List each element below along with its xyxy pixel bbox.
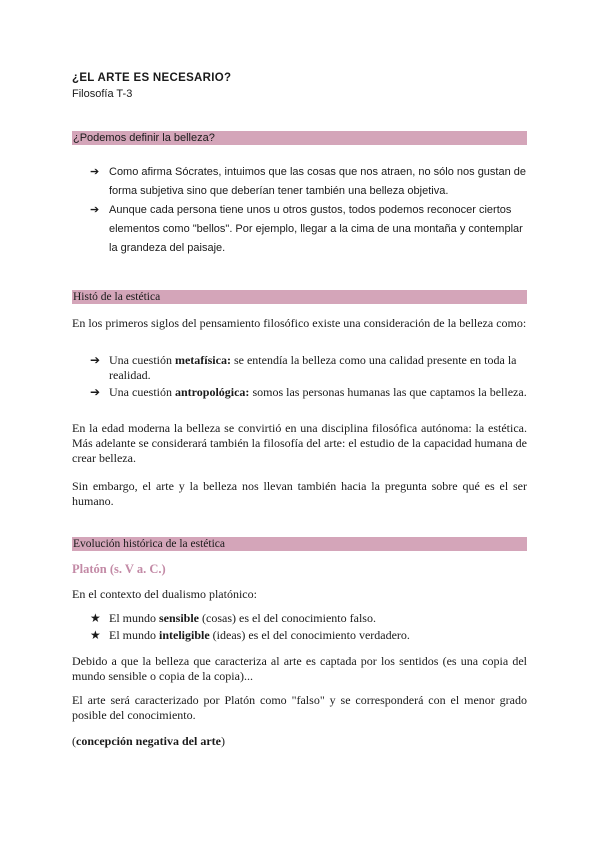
star-icon: ★ (90, 628, 101, 642)
list-item-lead: El mundo (109, 628, 159, 642)
list-item-bold: antropológica: (174, 385, 250, 399)
document-subtitle: Filosofía T-3 (72, 88, 133, 100)
section1-bullet-list (72, 163, 527, 258)
list-item-lead: Una cuestión (109, 385, 175, 399)
list-item (72, 385, 527, 400)
list-item-text: Aunque cada persona tiene unos u otros gustos, todos podemos reconocer ciertos elementos como "bellos". Por ejemplo, llegar a la cima de una montaña y contemplar la grandeza del paisaje. (109, 204, 523, 254)
list-item-text: Como afirma Sócrates, intuimos que las cosas que nos atraen, no sólo nos gustan de forma subjetiva sino que deberían tener también una belleza objetiva. (109, 166, 527, 197)
list-item (72, 353, 527, 383)
section3-paragraph-2: El arte será caracterizado por Platón como "falso" y se corresponderá con el menor grado posible del conocimiento. (72, 693, 527, 722)
section2-bullet-list (72, 353, 527, 402)
section2-paragraph-2: Sin embargo, el arte y la belleza nos llevan también hacia la pregunta sobre qué es el ser humano. (72, 479, 527, 508)
list-item (72, 201, 527, 258)
list-item-rest: somos las personas humanas las que captamos la belleza. (249, 385, 527, 399)
section3-bullet-list (72, 611, 527, 645)
list-item-lead: El mundo (109, 611, 159, 625)
list-item-bold: inteligible (159, 628, 210, 642)
conclusion-open: ( (72, 734, 76, 748)
section-heading-history: Histó de la estética (72, 290, 527, 304)
section3-paragraph-1: Debido a que la belleza que caracteriza al arte es captada por los sentidos (es una copia del mundo sensible o copia de la copia)... (72, 654, 527, 683)
conclusion-bold: concepción negativa del arte (76, 734, 221, 748)
section2-intro: En los primeros siglos del pensamiento filosófico existe una consideración de la belleza como: (72, 316, 527, 330)
list-item-bold: metafísica: (174, 353, 231, 367)
conclusion-close: ) (220, 734, 225, 748)
section2-paragraph-1: En la edad moderna la belleza se convirtió en una disciplina filosófica autónoma: la estética. Más adelante se considerará también la filosofía del arte: el estudio de la capacidad humana de crear belleza. (72, 421, 527, 465)
list-item-rest: se entendía la belleza como una calidad presente en toda la realidad. (109, 353, 517, 382)
list-item (72, 611, 527, 626)
list-item-lead: Una cuestión (109, 353, 175, 367)
list-item (72, 163, 527, 201)
section-heading-evolution: Evolución histórica de la estética (72, 537, 527, 551)
list-item (72, 628, 527, 643)
section3-intro: En el contexto del dualismo platónico: (72, 587, 257, 601)
document-title: ¿EL ARTE ES NECESARIO? (72, 72, 232, 84)
arrow-icon: ➔ (90, 353, 101, 367)
list-item-rest: (ideas) es el del conocimiento verdadero. (209, 628, 410, 642)
arrow-icon: ➔ (90, 204, 100, 216)
subheading-platon: Platón (s. V a. C.) (72, 562, 166, 576)
section-heading-define-beauty: ¿Podemos definir la belleza? (72, 131, 527, 145)
list-item-rest: (cosas) es el del conocimiento falso. (199, 611, 376, 625)
star-icon: ★ (90, 611, 101, 625)
list-item-bold: sensible (159, 611, 200, 625)
conclusion (72, 734, 527, 749)
arrow-icon: ➔ (90, 385, 101, 399)
arrow-icon: ➔ (90, 166, 100, 178)
